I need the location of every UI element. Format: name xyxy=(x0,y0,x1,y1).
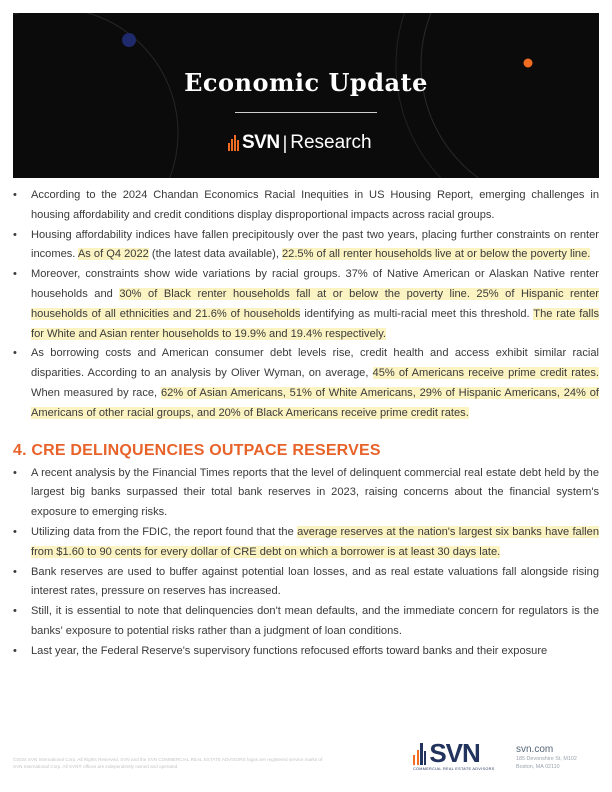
bullet-item xyxy=(13,563,599,603)
bullet-text: (the latest data available), xyxy=(148,248,283,261)
banner-title: Economic Update xyxy=(184,68,428,97)
svn-footer-logo xyxy=(413,738,508,777)
bullet-item xyxy=(13,265,599,344)
footer-contact xyxy=(516,743,606,771)
highlighted-text: 30% of Black renter households fall at or below the poverty line. 25% of Hispanic renter households of all ethnicities and 21.6% of households xyxy=(31,287,600,320)
footer xyxy=(13,735,599,780)
blue-planet-dot xyxy=(122,33,136,47)
bullet-text: According to the 2024 Chandan Economics Racial Inequities in US Housing Report, emerging challenges in housing affordability and credit conditions display disproportional impacts across racial groups. xyxy=(31,189,599,221)
footer-logo-brand: SVN xyxy=(429,738,480,768)
address-line-2: Boston, MA 02110 xyxy=(516,763,560,770)
footer-logo-tagline: COMMERCIAL REAL ESTATE ADVISORS xyxy=(413,767,495,771)
bullet-item xyxy=(13,523,599,563)
bullet-text: Moreover, constraints show wide variations by racial groups. 37% of Native American or Alaskan Native renter households and xyxy=(31,268,599,300)
bullet-item xyxy=(13,464,599,523)
logo-brand: SVN xyxy=(242,132,280,153)
highlighted-text: 22.5% of all renter households live at or below the poverty line. xyxy=(282,248,591,261)
logo-unit: Research xyxy=(290,132,372,153)
header-banner xyxy=(13,13,599,178)
bullet-item xyxy=(13,344,599,423)
bullet-item xyxy=(13,602,599,642)
bullet-text: identifying as multi-racial meet this threshold. xyxy=(300,307,534,320)
highlighted-text: 45% of Americans receive prime credit rates. xyxy=(372,367,599,380)
highlighted-text: 62% of Asian Americans, 51% of White Americans, 29% of Hispanic Americans, 24% of Americans of other racial groups, and 20% of Black Americans receive prime credit rates. xyxy=(31,386,599,419)
banner-divider xyxy=(235,112,377,113)
bullet-text: Utilizing data from the FDIC, the report found that the xyxy=(31,525,298,538)
bullet-item xyxy=(13,186,599,226)
bullet-text: Last year, the Federal Reserve's supervisory functions refocused efforts toward banks and their exposure xyxy=(31,644,548,657)
bullet-item xyxy=(13,642,599,662)
website-link[interactable]: svn.com xyxy=(516,744,554,755)
bullet-text: A recent analysis by the Financial Times reports that the level of delinquent commercial real estate debt held by the largest big banks surpassed their total bank reserves in 2023, raising concerns about the financial system's exposure to emerging risks. xyxy=(31,466,599,519)
orange-planet-dot xyxy=(524,59,533,68)
logo-separator: | xyxy=(282,132,288,153)
bullet-text: When measured by race, xyxy=(31,386,161,399)
bullet-text: As borrowing costs and American consumer debt levels rise, credit health and access exhibit similar racial disparities. According to an analysis by Oliver Wyman, on average, xyxy=(31,347,599,380)
section-heading: 4. CRE DELINQUENCIES OUTPACE RESERVES xyxy=(13,441,381,459)
bullet-text: Still, it is essential to note that delinquencies don't mean defaults, and the immediate concern for regulators is the banks' exposure to potential risks rather than a judgment of loan conditions. xyxy=(31,605,599,637)
bullet-text: Bank reserves are used to buffer against potential loan losses, and as real estate valuations fall alongside rising interest rates, pressure on reserves has increased. xyxy=(31,565,599,598)
svn-bars-icon xyxy=(413,743,427,765)
address-line-1: 185 Devonshire St, M102 xyxy=(516,756,577,762)
main-content xyxy=(13,186,599,662)
bullet-text: Housing affordability indices have fallen precipitously over the past two years, placing further constraints on renter incomes. xyxy=(31,228,599,261)
highlighted-text: The rate falls for White and Asian renter households to 19.9% and 19.4% respectively. xyxy=(31,307,599,340)
highlighted-text: average reserves at the nation's largest six banks have fallen from $1.60 to 90 cents for every dollar of CRE debt on which a borrower is at least 30 days late. xyxy=(31,525,599,558)
footer-legal-text: ©2024 SVN International Corp. All Rights Reserved. SVN and the SVN COMMERCIAL REAL ESTATE ADVISORS logos are registered service marks of SVN International Corp. All SVN® offices are independently owned and operated. xyxy=(13,757,323,769)
section4-bullet-list xyxy=(13,464,599,662)
intro-bullet-list xyxy=(13,186,599,424)
bullet-item xyxy=(13,226,599,266)
svn-bars-icon xyxy=(228,135,240,151)
svn-research-logo xyxy=(228,131,372,155)
highlighted-text: As of Q4 2022 xyxy=(77,248,149,261)
